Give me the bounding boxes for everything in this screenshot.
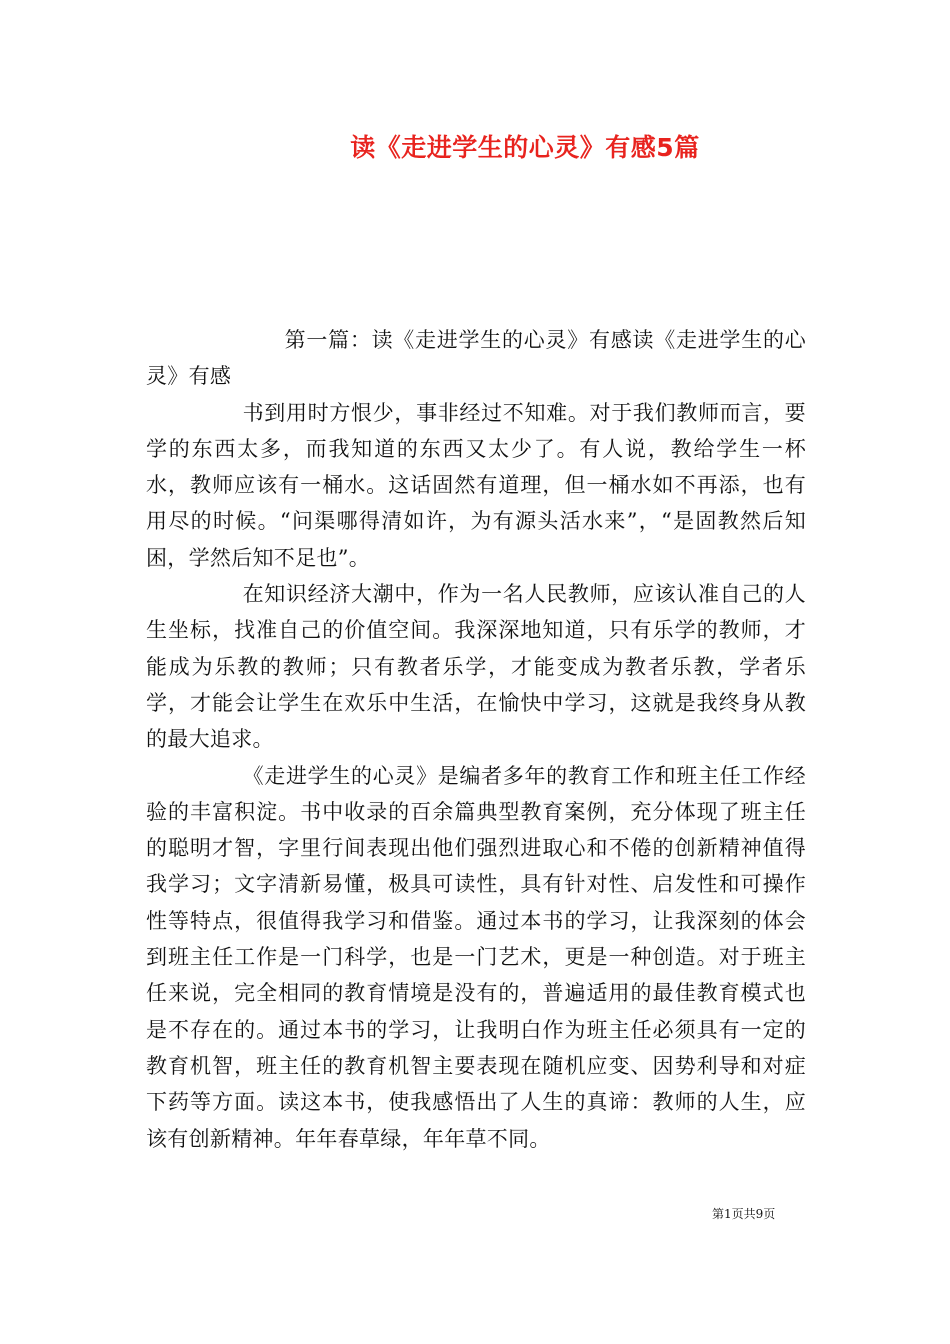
- paragraph: 在知识经济大潮中，作为一名人民教师，应该认准自己的人生坐标，找准自己的价值空间。我深深地知道，只有乐学的教师，才能成为乐教的教师；只有教者乐学，才能变成为教者乐教，学者乐学，才能会让学生在欢乐中生活，在愉快中学习，这就是我终身从教的最大追求。: [146, 582, 806, 752]
- paragraph: 《走进学生的心灵》是编者多年的教育工作和班主任工作经验的丰富积淀。书中收录的百余篇典型教育案例，充分体现了班主任的聪明才智，字里行间表现出他们强烈进取心和不倦的创新精神值得我学习；文字清新易懂，极具可读性，具有针对性、启发性和可操作性等特点，很值得我学习和借鉴。通过本书的学习，让我深刻的体会到班主任工作是一门科学，也是一门艺术，更是一种创造。对于班主任来说，完全相同的教育情境是没有的，普遍适用的最佳教育模式也是不存在的。通过本书的学习，让我明白作为班主任必须具有一定的教育机智，班主任的教育机智主要表现在随机应变、因势利导和对症下药等方面。读这本书，使我感悟出了人生的真谛：教师的人生，应该有创新精神。年年春草绿，年年草不同。: [146, 763, 806, 1151]
- document-body: [146, 322, 806, 1157]
- document-title: 读《走进学生的心灵》有感5篇: [350, 133, 700, 162]
- section-heading: 第一篇：读《走进学生的心灵》有感读《走进学生的心灵》有感: [146, 328, 806, 389]
- page-number: 第1页共9页: [712, 1207, 776, 1221]
- paragraph: 书到用时方恨少，事非经过不知难。对于我们教师而言，要学的东西太多，而我知道的东西又太少了。有人说，教给学生一杯水，教师应该有一桶水。这话固然有道理，但一桶水如不再添，也有用尽的时候。“问渠哪得清如许，为有源头活水来”，“是固教然后知困，学然后知不足也”。: [146, 400, 806, 570]
